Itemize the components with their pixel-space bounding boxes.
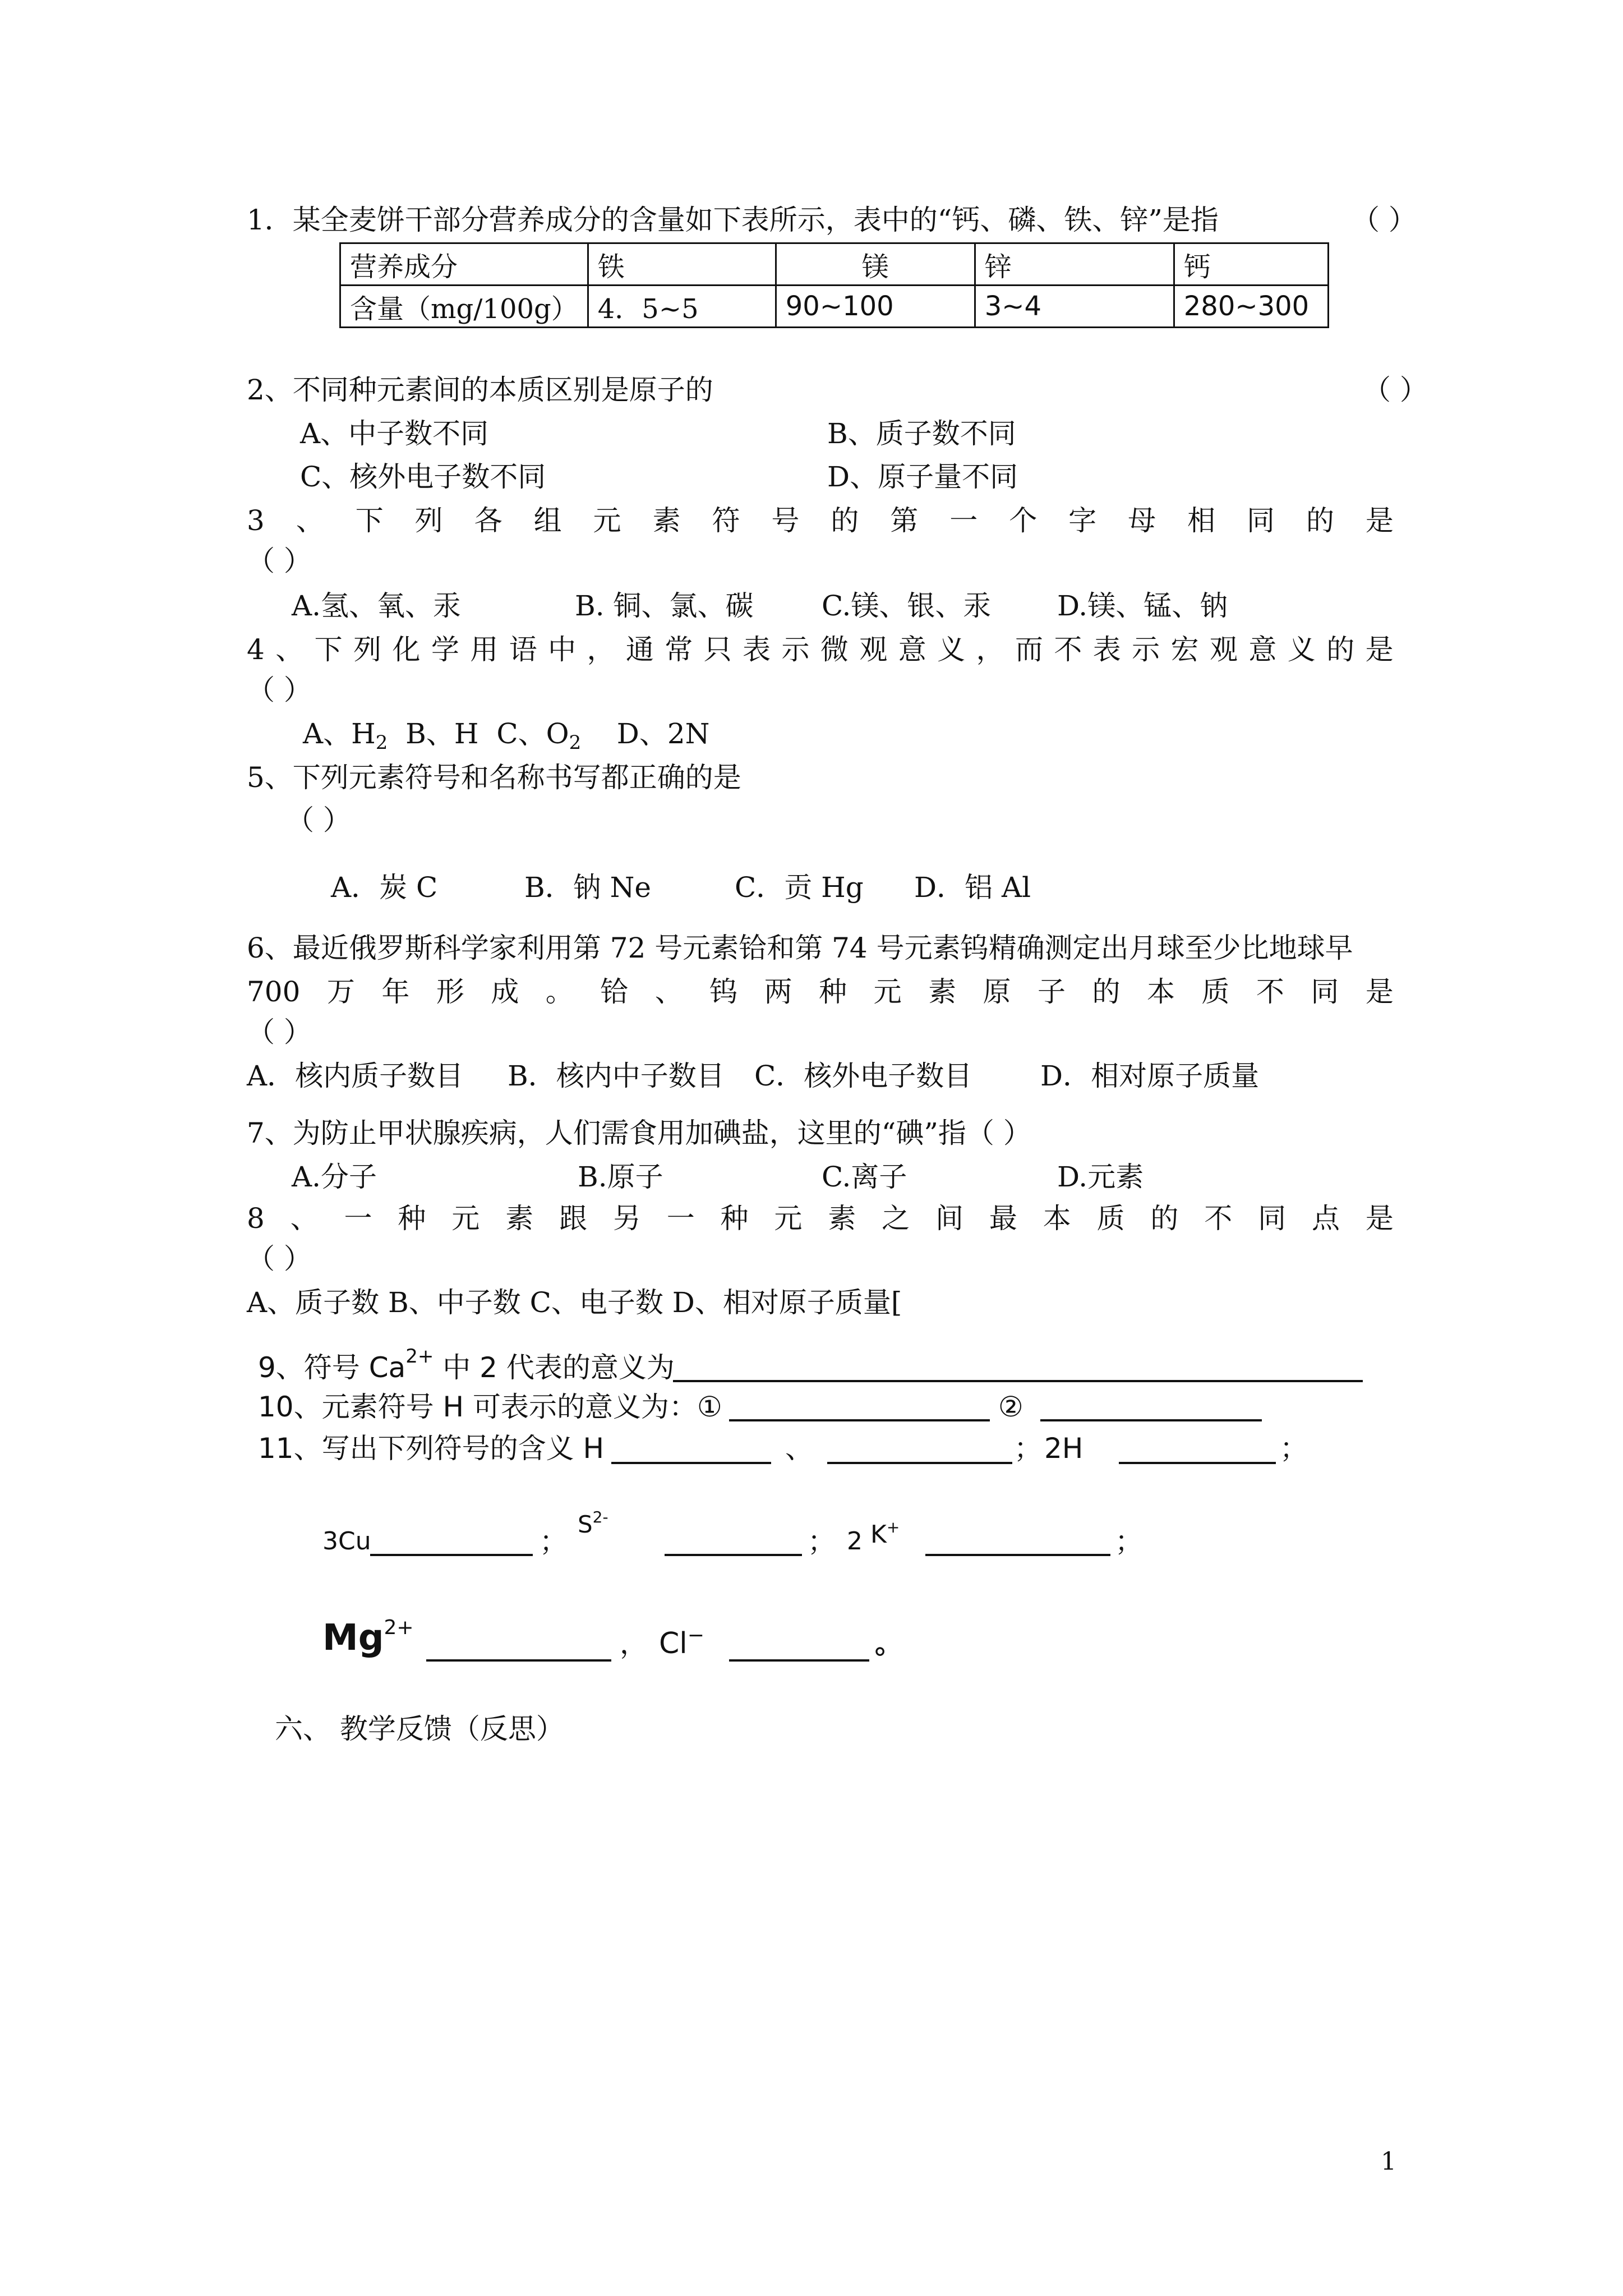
stem-char: 相 (1187, 504, 1216, 537)
q2-stem: 2、不同种元素间的本质区别是原子的 (247, 374, 713, 406)
q6-line1: 6、最近俄罗斯科学家利用第 72 号元素铪和第 74 号元素钨精确测定出月球至少比地球早 (247, 932, 1353, 964)
answer-blank[interactable] (925, 1549, 1110, 1556)
stem-char: 不 (1054, 633, 1082, 666)
q5-option-b: B．钠 Ne (524, 871, 651, 904)
stem-char: 义 (1287, 633, 1316, 666)
q6-option-b: B．核内中子数目 (508, 1060, 725, 1092)
stem-char: 观 (859, 633, 888, 666)
table-cell: 90~100 (776, 286, 975, 328)
q2-option-a: A、中子数不同 (300, 417, 489, 450)
q11-symbol-2k: 2 K+ (847, 1518, 900, 1556)
q10-text: 10、元素符号 H 可表示的意义为：① (258, 1391, 722, 1423)
stem-char: 各 (474, 504, 502, 537)
q11-separator: ； (1280, 1432, 1308, 1465)
stem-char: 不 (1204, 1202, 1233, 1235)
stem-char: 意 (1248, 633, 1277, 666)
stem-char: 种 (720, 1202, 749, 1235)
stem-char: 只 (703, 633, 732, 666)
stem-char: 是 (1365, 976, 1394, 1008)
q8-answer-paren: （ ） (247, 1243, 312, 1275)
q5-stem: 5、下列元素符号和名称书写都正确的是 (247, 761, 741, 794)
q6-option-c: C．核外电子数目 (754, 1060, 972, 1092)
nutrition-table (339, 242, 1329, 328)
q11-separator: ； (1115, 1525, 1143, 1558)
answer-blank[interactable] (1119, 1457, 1276, 1464)
stem-char: 学 (431, 633, 459, 666)
stem-char: 母 (1128, 504, 1156, 537)
q11-symbol-3cu: 3Cu (322, 1527, 371, 1556)
stem-char: 万 (326, 976, 355, 1008)
stem-char: 第 (890, 504, 919, 537)
q3-option-c: C.镁、银、汞 (822, 590, 992, 622)
q5-option-a: A．炭 C (331, 871, 438, 904)
stem-char: 8 (247, 1202, 265, 1235)
answer-blank[interactable] (665, 1549, 802, 1556)
stem-char: 元 (774, 1202, 803, 1235)
stem-char: 素 (505, 1202, 534, 1235)
q4-answer-paren: （ ） (247, 674, 312, 706)
stem-char: 是 (1365, 633, 1394, 666)
q7-option-a: A.分子 (292, 1161, 377, 1193)
q11-symbol-mg2+: $Mg^{2+}$ (322, 1616, 414, 1659)
q2-option-c: C、核外电子数不同 (300, 461, 546, 493)
q11-separator: ； (540, 1525, 568, 1558)
stem-char: 是 (1365, 1202, 1394, 1235)
stem-char: 钨 (709, 976, 738, 1008)
stem-char: 列 (414, 504, 443, 537)
section-heading: 六、 教学反馈（反思） (275, 1713, 564, 1745)
stem-char: 不 (1256, 976, 1284, 1008)
q4-option-a: A、$H_2$ (303, 717, 388, 754)
page-number: 1 (1381, 2147, 1396, 2176)
q7-option-d: D.元素 (1057, 1161, 1144, 1193)
stem-char: 的 (1150, 1202, 1179, 1235)
stem-char: ， (587, 633, 615, 666)
stem-char: 本 (1043, 1202, 1071, 1235)
q7-option-b: B.原子 (578, 1161, 663, 1193)
stem-char: 的 (1326, 633, 1355, 666)
q11-separator: 、 (785, 1432, 813, 1465)
table-cell: 4．5~5 (588, 286, 776, 328)
stem-char: 、 (654, 976, 683, 1008)
stem-char: 一 (666, 1202, 695, 1235)
stem-char: 之 (882, 1202, 910, 1235)
stem-char: 、 (290, 1202, 319, 1235)
stem-char: 符 (712, 504, 740, 537)
stem-char: 素 (928, 976, 957, 1008)
q4-option-d: D、2N (616, 717, 710, 750)
stem-char: 号 (771, 504, 800, 537)
q11-separator: ， (620, 1627, 648, 1660)
q6-answer-paren: （ ） (247, 1016, 312, 1048)
q3-option-b: B. 铜、氯、碳 (575, 590, 754, 622)
q9-charge-sup: 2+ (405, 1345, 434, 1368)
stem-char: 元 (593, 504, 621, 537)
q4-options (303, 717, 710, 754)
stem-char: 同 (1247, 504, 1275, 537)
q1-stem: 1．某全麦饼干部分营养成分的含量如下表所示，表中的“钙、磷、铁、锌”是指 (247, 204, 1219, 236)
stem-char: 间 (935, 1202, 963, 1235)
stem-char: 表 (1092, 633, 1121, 666)
q6-option-a: A．核内质子数目 (247, 1060, 464, 1092)
stem-char: 的 (1092, 976, 1121, 1008)
q3-stem (247, 504, 1394, 537)
stem-char: 而 (1015, 633, 1043, 666)
q2-answer-paren: （ ） (1363, 374, 1428, 406)
table-cell: 营养成分 (340, 243, 588, 286)
stem-char: 通 (625, 633, 654, 666)
stem-char: 中 (548, 633, 577, 666)
stem-char: 常 (665, 633, 693, 666)
stem-char: 字 (1068, 504, 1097, 537)
stem-char: 素 (828, 1202, 856, 1235)
answer-blank[interactable] (611, 1457, 771, 1464)
q2-option-d: D、原子量不同 (827, 461, 1018, 493)
stem-char: 列 (353, 633, 382, 666)
stem-char: 元 (873, 976, 902, 1008)
stem-char: 表 (743, 633, 771, 666)
table-cell: 铁 (588, 243, 776, 286)
stem-char: 种 (819, 976, 847, 1008)
q9-line (258, 1345, 675, 1388)
q4-option-b: B、H (405, 717, 479, 750)
q11-symbol-s2-: $S^{2-}$ (578, 1508, 608, 1538)
stem-char: 700 (247, 976, 301, 1008)
stem-char: 个 (1009, 504, 1038, 537)
table-cell: 钙 (1174, 243, 1328, 286)
q2-option-b: B、质子数不同 (827, 417, 1016, 450)
q3-option-a: A.氢、氧、汞 (292, 590, 462, 622)
q11-symbol-cl-: Cl− (659, 1624, 704, 1660)
stem-char: 、 (275, 633, 304, 666)
q1-answer-paren: （ ） (1352, 204, 1417, 236)
q11-separator: ； (808, 1525, 836, 1558)
stem-char: 形 (436, 976, 464, 1008)
stem-char: 另 (612, 1202, 641, 1235)
stem-char: 示 (781, 633, 810, 666)
stem-char: 语 (509, 633, 537, 666)
stem-char: 质 (1096, 1202, 1125, 1235)
stem-char: 成 (491, 976, 519, 1008)
stem-char: 下 (314, 633, 343, 666)
stem-char: 的 (831, 504, 859, 537)
stem-char: 子 (1038, 976, 1066, 1008)
q5-option-d: D．铝 Al (914, 871, 1031, 904)
stem-char: 原 (983, 976, 1011, 1008)
q9-text-tail: 中 2 代表的意义为 (434, 1351, 675, 1384)
q7-stem: 7、为防止甲状腺疾病，人们需食用加碘盐，这里的“碘”指（ ） (247, 1117, 1031, 1149)
stem-char: 微 (820, 633, 849, 666)
q6-line2 (247, 975, 1394, 1009)
stem-char: 最 (989, 1202, 1017, 1235)
stem-char: 种 (398, 1202, 426, 1235)
stem-char: 3 (247, 504, 265, 537)
stem-char: 跟 (559, 1202, 587, 1235)
answer-blank[interactable] (370, 1549, 533, 1556)
stem-char: ， (976, 633, 1004, 666)
q4-option-c: C、$O_2$ (496, 717, 582, 754)
q5-answer-paren: （ ） (286, 804, 351, 836)
q11-symbol-2h: 2H (1044, 1432, 1083, 1465)
table-cell: 含量（mg/100g） (340, 286, 588, 328)
q9-text: 9、符号 Ca (258, 1351, 406, 1384)
stem-char: 一 (344, 1202, 372, 1235)
stem-char: 示 (1132, 633, 1160, 666)
stem-char: 素 (652, 504, 681, 537)
stem-char: 用 (470, 633, 499, 666)
stem-char: 是 (1365, 504, 1394, 537)
stem-char: 两 (764, 976, 792, 1008)
answer-blank[interactable] (1040, 1415, 1262, 1421)
q10-line (258, 1390, 722, 1424)
stem-char: 义 (937, 633, 966, 666)
stem-char: 点 (1312, 1202, 1340, 1235)
stem-char: 铪 (600, 976, 629, 1008)
stem-char: 元 (451, 1202, 480, 1235)
stem-char: 质 (1201, 976, 1230, 1008)
answer-blank[interactable] (729, 1415, 990, 1421)
stem-char: 宏 (1170, 633, 1199, 666)
stem-char: 同 (1258, 1202, 1287, 1235)
table-row (340, 286, 1329, 328)
table-cell: 镁 (776, 243, 975, 286)
q3-option-d: D.镁、锰、钠 (1057, 590, 1228, 622)
stem-char: 。 (545, 976, 574, 1008)
q6-option-d: D．相对原子质量 (1040, 1060, 1260, 1092)
answer-blank[interactable] (426, 1655, 611, 1662)
table-cell: 280~300 (1174, 286, 1328, 328)
q8-stem (247, 1202, 1394, 1235)
answer-blank[interactable] (729, 1655, 869, 1662)
q8-options: A、质子数 B、中子数 C、电子数 D、相对原子质量[ (247, 1286, 902, 1319)
stem-char: 本 (1146, 976, 1175, 1008)
answer-blank[interactable] (673, 1375, 1363, 1382)
table-header-row (340, 243, 1329, 286)
q11-separator: ； (1014, 1432, 1042, 1465)
q3-answer-paren: （ ） (247, 545, 312, 577)
stem-char: 下 (355, 504, 384, 537)
stem-char: 化 (392, 633, 421, 666)
stem-char: 一 (949, 504, 978, 537)
answer-blank[interactable] (827, 1457, 1012, 1464)
q5-option-c: C．贡 Hg (735, 871, 864, 904)
q7-option-c: C.离子 (822, 1161, 907, 1193)
q4-stem (247, 633, 1394, 666)
q11-line: 11、写出下列符号的含义 H (258, 1432, 605, 1465)
stem-char: 同 (1311, 976, 1339, 1008)
stem-char: 、 (296, 504, 324, 537)
stem-char: 的 (1306, 504, 1334, 537)
stem-char: 观 (1209, 633, 1238, 666)
table-cell: 锌 (975, 243, 1174, 286)
stem-char: 4 (247, 633, 265, 666)
stem-char: 年 (381, 976, 410, 1008)
stem-char: 组 (533, 504, 562, 537)
q11-end: 。 (875, 1627, 903, 1660)
stem-char: 意 (898, 633, 926, 666)
table-cell: 3~4 (975, 286, 1174, 328)
q10-mark-2: ② (998, 1391, 1023, 1423)
